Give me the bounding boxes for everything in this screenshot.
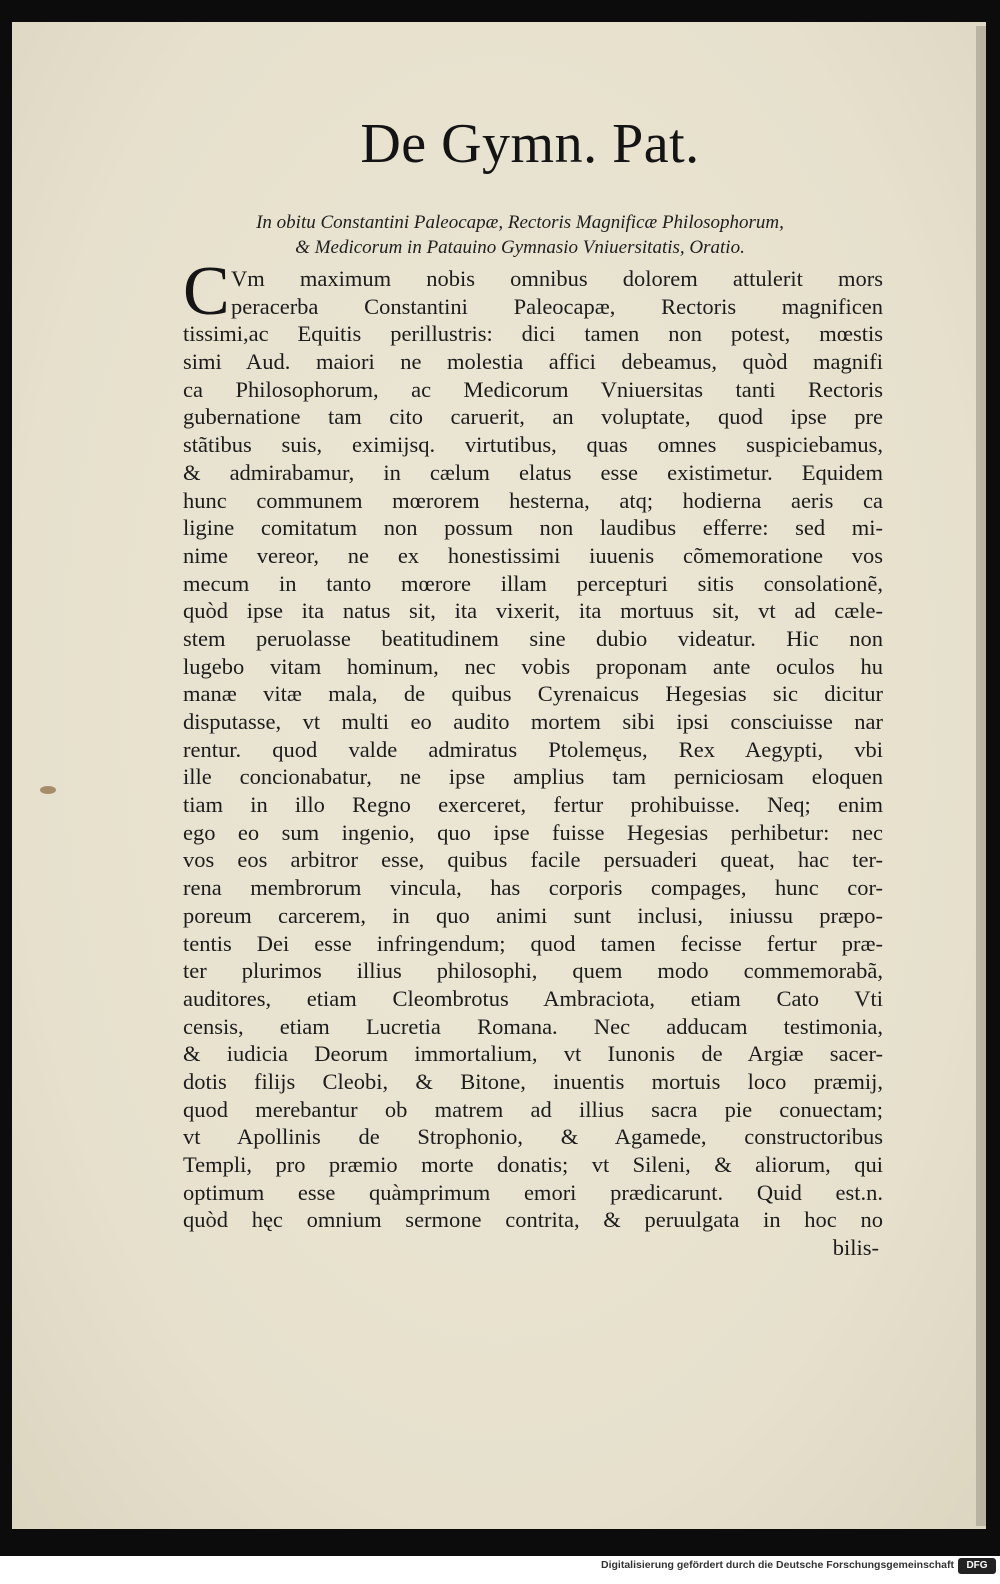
text-line: stem peruolasse beatitudinem sine dubio videatur. Hic non <box>183 625 883 651</box>
text-line: tissimi,ac Equitis perillustris: dici tamen non potest, mœstis <box>183 321 883 347</box>
text-line: stãtibus suis, eximijsq. virtutibus, quas omnes suspiciebamus, <box>183 432 883 458</box>
text-line: & iudicia Deorum immortalium, vt Iunonis de Argiæ sacer- <box>183 1041 883 1067</box>
text-line: & admirabamur, in cælum elatus esse existimetur. Equidem <box>183 459 883 485</box>
text-line: vos eos arbitror esse, quibus facile persuaderi queat, hac ter- <box>183 847 883 873</box>
text-line: censis, etiam Lucretia Romana. Nec adducam testimonia, <box>183 1013 883 1039</box>
ink-stain <box>40 786 56 794</box>
text-line: hunc communem mœrorem hesterna, atq; hodierna aeris ca <box>183 487 883 513</box>
text-line: ca Philosophorum, ac Medicorum Vniuersitas tanti Rectoris <box>183 376 883 402</box>
text-line: ter plurimos illius philosophi, quem modo commemorabã, <box>183 958 883 984</box>
text-line: dotis filijs Cleobi, & Bitone, inuentis mortuis loco præmij, <box>183 1068 883 1094</box>
text-line: tiam in illo Regno exerceret, fertur prohibuisse. Neq; enim <box>183 792 883 818</box>
text-line: quòd hęc omnium sermone contrita, & peruulgata in hoc no <box>183 1207 883 1233</box>
dfg-logo: DFG <box>958 1558 996 1574</box>
text-line: optimum esse quàmprimum emori prædicarunt. Quid est.n. <box>183 1179 883 1205</box>
oration-title-line-1: In obitu Constantini Paleocapæ, Rectoris Magnificæ Philosophorum, <box>256 212 784 233</box>
body-text <box>183 265 883 1262</box>
text-line: nime vereor, ne ex honestissimi iuuenis cõmemoratione vos <box>183 542 883 568</box>
digitization-credit: Digitalisierung gefördert durch die Deutsche Forschungsgemeinschaft <box>601 1559 954 1571</box>
text-line: quòd ipse ita natus sit, ita vixerit, ita mortuus sit, vt ad cæle- <box>183 598 883 624</box>
text-line: ego eo sum ingenio, quo ipse fuisse Hegesias perhibetur: nec <box>183 819 883 845</box>
text-line: manæ vitæ mala, de quibus Cyrenaicus Hegesias sic dicitur <box>183 681 883 707</box>
page-edge <box>976 26 986 1526</box>
text-line: Templi, pro præmio morte donatis; vt Sileni, & aliorum, qui <box>183 1152 883 1177</box>
text-line: mecum in tanto mœrore illam percepturi sitis consolationẽ, <box>183 570 883 596</box>
text-line: vt Apollinis de Strophonio, & Agamede, constructoribus <box>183 1124 883 1150</box>
text-line: auditores, etiam Cleombrotus Ambraciota, etiam Cato Vti <box>183 985 883 1011</box>
text-line: rena membrorum vincula, has corporis compages, hunc cor- <box>183 875 883 901</box>
text-line: peracerba Constantini Paleocapæ, Rectoris magnificen <box>231 293 883 319</box>
text-line: simi Aud. maiori ne molestia affici debeamus, quòd magnifi <box>183 349 883 375</box>
running-head: De Gymn. Pat. <box>360 113 700 175</box>
catchword: bilis- <box>832 1235 879 1261</box>
oration-title-line-2: & Medicorum in Patauino Gymnasio Vniuersitatis, Oratio. <box>295 237 745 258</box>
oration-title <box>180 210 860 260</box>
text-line: ille concionabatur, ne ipse amplius tam perniciosam eloquen <box>183 764 883 790</box>
text-line: Vm maximum nobis omnibus dolorem attulerit mors <box>231 266 883 291</box>
text-line: poreum carcerem, in quo animi sunt inclusi, iniussu præpo- <box>183 902 883 928</box>
text-line: disputasse, vt multi eo audito mortem sibi ipsi consciuisse nar <box>183 709 883 734</box>
text-line: lugebo vitam hominum, nec vobis proponam ante oculos hu <box>183 653 883 679</box>
text-line: ligine comitatum non possum non laudibus efferre: sed mi- <box>183 515 883 541</box>
text-line: rentur. quod valde admiratus Ptolemęus, Rex Aegypti, vbi <box>183 736 883 762</box>
text-line: tentis Dei esse infringendum; quod tamen fecisse fertur præ- <box>183 930 883 956</box>
drop-cap: C <box>183 253 230 330</box>
text-line: gubernatione tam cito caruerit, an voluptate, quod ipse pre <box>183 404 883 430</box>
text-line: quod merebantur ob matrem ad illius sacra pie conuectam; <box>183 1096 883 1122</box>
